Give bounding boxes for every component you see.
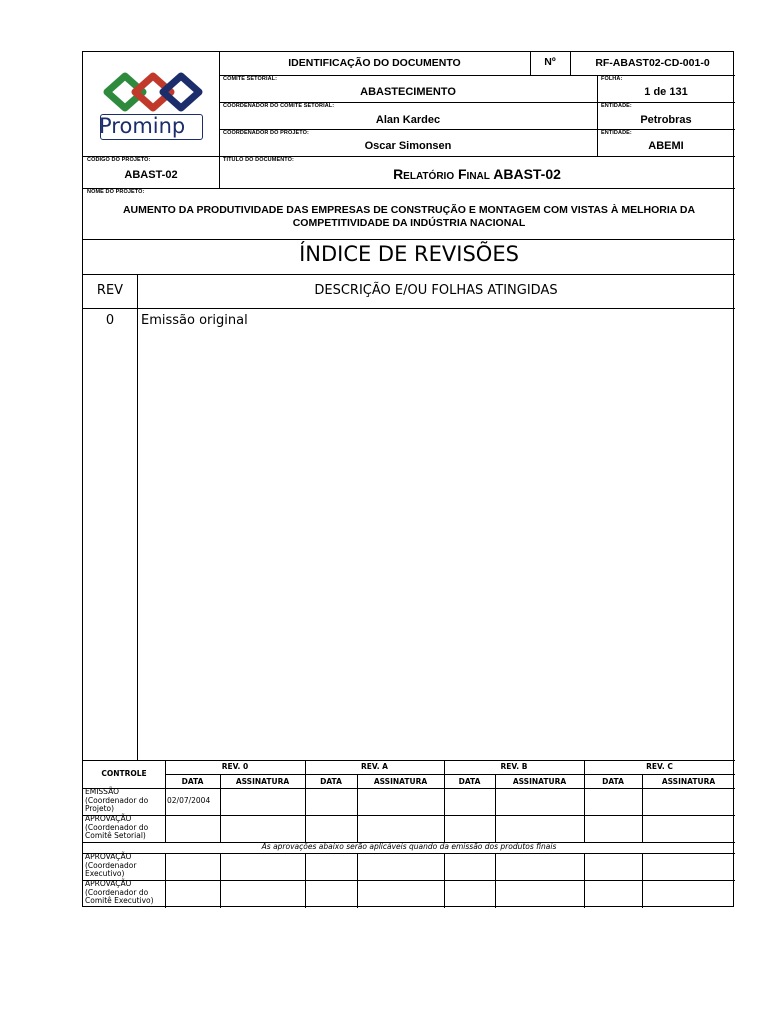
number-label: Nº (544, 56, 556, 68)
divider (444, 853, 445, 908)
folha-label: FOLHA: (601, 76, 623, 82)
revisions-title: ÍNDICE DE REVISÕES (299, 242, 519, 266)
row-emissao-label: EMISSÃO (Coordenador do Projeto) (85, 787, 149, 813)
row-aprov-comite-exec-label: APROVAÇÃO (Coordenador do Comitê Executivo) (85, 879, 154, 905)
comite-value: ABASTECIMENTO (360, 86, 456, 98)
divider (83, 239, 735, 240)
coord-projeto-value: Oscar Simonsen (364, 140, 452, 152)
coord-comite-label: COORDENADOR DO COMITÊ SETORIAL: (223, 103, 335, 109)
divider (83, 788, 735, 789)
divider (357, 853, 358, 908)
divider (165, 760, 166, 842)
divider (165, 774, 735, 775)
rev-c-header: REV. C (646, 762, 673, 771)
divider (165, 853, 166, 908)
divider (83, 156, 735, 157)
entidade2-value: ABEMI (648, 140, 684, 152)
entidade1-value: Petrobras (640, 114, 692, 126)
nome-value-line1: AUMENTO DA PRODUTIVIDADE DAS EMPRESAS DE CONSTRUÇÃO E MONTAGEM COM VISTAS À MELHORIA DA (122, 204, 696, 216)
controle-label: CONTROLE (101, 769, 147, 778)
row-aprov-exec-label: APROVAÇÃO (Coordenador Executivo) (85, 852, 137, 878)
revision-row-desc: Emissão original (141, 313, 248, 328)
doc-id-title: IDENTIFICAÇÃO DO DOCUMENTO (288, 57, 461, 69)
divider (83, 815, 735, 816)
divider (83, 188, 735, 189)
sign-header: ASSINATURA (661, 777, 716, 786)
divider (137, 274, 138, 760)
sign-header: ASSINATURA (373, 777, 428, 786)
nome-value-line2: COMPETITIVIDADE DA INDÚSTRIA NACIONAL (292, 217, 526, 229)
doc-code: RF-ABAST02-CD-001-0 (595, 57, 710, 69)
sign-header: ASSINATURA (512, 777, 567, 786)
divider (83, 308, 735, 309)
divider (219, 75, 735, 76)
divider (584, 760, 585, 842)
col-rev-header: REV (96, 283, 124, 298)
divider (83, 274, 735, 275)
data-header: DATA (458, 777, 481, 786)
divider (642, 853, 643, 908)
prominp-logo (99, 64, 205, 142)
row-emissao-date: 02/07/2004 (167, 796, 211, 805)
rev-b-header: REV. B (500, 762, 528, 771)
divider (305, 853, 306, 908)
document-frame (82, 51, 734, 907)
data-header: DATA (602, 777, 624, 786)
coord-comite-value: Alan Kardec (375, 114, 441, 126)
divider (305, 760, 306, 842)
titulo-value: Relatório Final ABAST-02 (393, 166, 561, 182)
col-desc-header: DESCRIÇÃO E/OU FOLHAS ATINGIDAS (314, 283, 558, 298)
divider (220, 853, 221, 908)
coord-projeto-label: COORDENADOR DO PROJETO: (223, 130, 309, 136)
revision-row-rev: 0 (105, 313, 115, 328)
divider (83, 880, 735, 881)
divider (444, 760, 445, 842)
divider (495, 853, 496, 908)
entidade1-label: ENTIDADE: (601, 103, 632, 109)
divider (584, 853, 585, 908)
logo-border (100, 114, 203, 140)
entidade2-label: ENTIDADE: (601, 130, 632, 136)
codigo-value: ABAST-02 (124, 169, 178, 181)
codigo-label: CÓDIGO DO PROJETO: (87, 157, 151, 163)
row-aprov-setorial-label: APROVAÇÃO (Coordenador do Comitê Setorial) (85, 814, 149, 840)
data-header: DATA (181, 777, 204, 786)
nome-label: NOME DO PROJETO: (87, 189, 145, 195)
divider (83, 853, 735, 854)
sign-header: ASSINATURA (235, 777, 290, 786)
approval-note: As aprovações abaixo serão aplicáveis quando da emissão dos produtos finais (261, 842, 557, 851)
data-header: DATA (320, 777, 342, 786)
folha-value: 1 de 131 (644, 86, 688, 98)
rev-a-header: REV. A (360, 762, 388, 771)
rev-0-header: REV. 0 (221, 762, 249, 771)
comite-label: COMITÊ SETORIAL: (223, 76, 278, 82)
titulo-label: TÍTULO DO DOCUMENTO: (223, 157, 294, 163)
divider (83, 760, 735, 761)
logo-text: Prominp (99, 114, 186, 138)
